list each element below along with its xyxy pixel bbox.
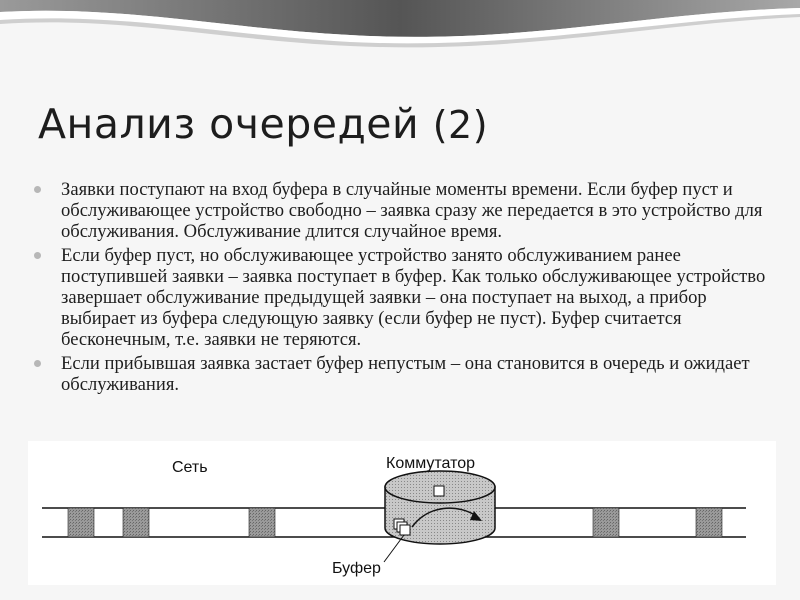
queue-diagram [28, 441, 776, 585]
network-label: Сеть [172, 459, 208, 476]
title-text: Анализ очередей [38, 100, 420, 148]
bullet-text: Заявки поступают на вход буфера в случайные моменты времени. Если буфер пуст и обслуживающее устройство свободно – заявка сразу же передается в это устройство для обслуживания. Обслуживание длится случайное время. [61, 179, 763, 242]
slide-title [38, 100, 488, 148]
packet-block [593, 508, 619, 537]
title-number: (2) [432, 103, 489, 147]
bullet-item [34, 353, 774, 395]
packet-block [68, 508, 94, 537]
bullet-list [34, 179, 774, 398]
buffer-label: Буфер [332, 560, 381, 577]
packet-block [249, 508, 275, 537]
bullet-dot-icon [34, 252, 41, 259]
bullet-text: Если буфер пуст, но обслуживающее устройство занято обслуживанием ранее поступившей заявки – заявка поступает в буфер. Как только обслуживающее устройство завершает обслуживание предыдущей заявки – она поступает на выход, а прибор выбирает из буфера следующую заявку (если буфер не пуст). Буфер считается бесконечным, т.е. заявки не теряются. [61, 245, 766, 350]
packet-block [696, 508, 722, 537]
bullet-text: Если прибывшая заявка застает буфер непустым – она становится в очередь и ожидает обслуживания. [61, 353, 750, 395]
bullet-dot-icon [34, 360, 41, 367]
bullet-dot-icon [34, 186, 41, 193]
bullet-item [34, 245, 774, 350]
bullet-item [34, 179, 774, 242]
header-decoration [0, 0, 800, 80]
packet-block [123, 508, 149, 537]
switch-label: Коммутатор [386, 455, 476, 472]
switch-cylinder [384, 471, 495, 562]
